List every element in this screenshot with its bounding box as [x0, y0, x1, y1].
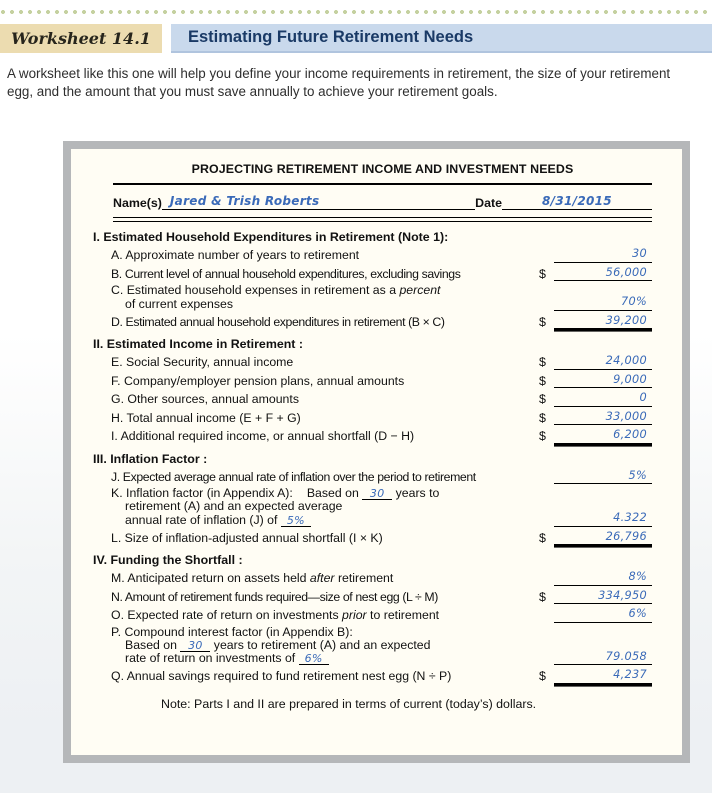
row-d-label: D. Estimated annual household expenditures in retirement (B × C) [111, 314, 445, 329]
row-p-rate-blank [299, 653, 329, 665]
row-k-line2: retirement (A) and an expected average [125, 499, 343, 514]
row-o-label-post: to retirement [366, 608, 440, 623]
date-value: 8/31/2015 [542, 194, 612, 208]
row-b-label: B. Current level of annual household expenditures, excluding savings [111, 266, 461, 281]
row-p-rate-value: 6% [304, 652, 323, 666]
row-b-dollar: $ [539, 266, 546, 281]
row-m [93, 570, 652, 586]
row-j-field [554, 469, 652, 485]
row-c-label-em: percent [399, 283, 441, 297]
worksheet-number-label: Worksheet 14.1 [0, 24, 162, 53]
intro-line-2: egg, and the amount that you must save annually to achieve your retirement goals. [7, 83, 498, 99]
row-n-dollar: $ [539, 589, 546, 604]
row-c-value: 70% [620, 295, 647, 309]
figure-title: Estimating Future Retirement Needs [171, 24, 712, 53]
row-e-label: E. Social Security, annual income [111, 355, 294, 370]
row-p-line3 [111, 652, 554, 665]
row-k-line1c: years to [392, 486, 440, 501]
name-label: Name(s) [113, 196, 162, 210]
row-q-value: 4,237 [613, 668, 647, 682]
row-c-label-pre: C. Estimated household expenses in retirement as a [111, 283, 400, 297]
row-n-value: 334,950 [598, 588, 647, 602]
row-m-value: 8% [628, 570, 647, 584]
row-o-value: 6% [628, 607, 647, 621]
row-m-label [93, 572, 554, 586]
row-q [93, 668, 652, 684]
row-o-label-em: prior [342, 608, 367, 623]
row-m-label-post: retirement [334, 571, 394, 586]
row-k-rate-blank [281, 515, 311, 527]
section-3 [93, 452, 652, 546]
row-e-dollar: $ [539, 355, 546, 370]
row-h-value: 33,000 [605, 409, 647, 423]
row-k-line3 [111, 514, 554, 527]
row-n-label: N. Amount of retirement funds required—size of nest egg (L ÷ M) [111, 589, 438, 604]
row-d-field [554, 314, 652, 330]
row-n-field [554, 589, 652, 605]
row-c-label-line2: of current expenses [125, 296, 234, 311]
row-p-years-value: 30 [188, 639, 203, 653]
section-1 [93, 230, 652, 329]
row-n [93, 589, 652, 605]
row-j-value: 5% [628, 468, 647, 482]
row-k-years-value: 30 [369, 487, 385, 501]
row-k-line1b: Based on [306, 486, 363, 501]
row-m-field [554, 570, 652, 586]
row-a-label: A. Approximate number of years to retirement [111, 248, 360, 262]
figure-header [0, 24, 712, 53]
row-f-field [554, 373, 652, 389]
row-g-value: 0 [639, 391, 647, 405]
row-j [93, 469, 652, 485]
row-h-label: H. Total annual income (E + F + G) [111, 410, 301, 425]
row-i-value: 6,200 [613, 428, 647, 442]
row-p-years-blank [180, 640, 210, 652]
section-4-heading: IV. Funding the Shortfall : [93, 553, 243, 568]
row-k-label [93, 487, 554, 527]
row-f-label: F. Company/employer pension plans, annual amounts [111, 373, 405, 388]
row-g-label: G. Other sources, annual amounts [111, 392, 299, 407]
row-i [93, 428, 652, 444]
row-o-label-pre: O. Expected rate of return on investments [111, 608, 343, 623]
row-f-dollar: $ [539, 373, 546, 388]
row-b-field [554, 266, 652, 282]
row-f [93, 373, 652, 389]
row-g-field [554, 391, 652, 407]
row-g-dollar: $ [539, 392, 546, 407]
row-e-field [554, 354, 652, 370]
row-l [93, 530, 652, 546]
row-o [93, 607, 652, 623]
name-value: Jared & Trish Roberts [169, 194, 320, 208]
name-field [162, 194, 475, 210]
row-p-line3a: rate of return on investments of [125, 651, 299, 666]
row-k-line1a: K. Inflation factor (in Appendix A): [111, 486, 293, 501]
row-q-dollar: $ [539, 669, 546, 684]
row-k-years-blank [362, 488, 392, 500]
row-h-dollar: $ [539, 410, 546, 425]
section-3-heading: III. Inflation Factor : [93, 451, 208, 466]
row-j-label: J. Expected average annual rate of inflation over the period to retirement [111, 469, 476, 484]
row-d [93, 314, 652, 330]
row-d-value: 39,200 [605, 313, 647, 327]
row-i-label: I. Additional required income, or annual shortfall (D − H) [111, 429, 415, 444]
worksheet-note: Note: Parts I and II are prepared in terms of current (today’s) dollars. [161, 696, 537, 711]
row-p-line2b: years to retirement (A) and an expected [210, 638, 431, 653]
row-d-dollar: $ [539, 314, 546, 329]
row-f-value: 9,000 [613, 372, 647, 386]
row-a-field [554, 247, 652, 263]
row-c-field [554, 295, 652, 311]
header-double-rule [113, 217, 652, 222]
row-h-field [554, 410, 652, 426]
row-b [93, 266, 652, 282]
row-l-value: 26,796 [605, 529, 647, 543]
row-k-rate-value: 5% [286, 513, 305, 527]
intro-paragraph [7, 65, 712, 100]
row-k-line3a: annual rate of inflation (J) of [125, 512, 281, 527]
row-l-field [554, 530, 652, 546]
row-p-line1: P. Compound interest factor (in Appendix B): [111, 624, 353, 639]
row-l-label: L. Size of inflation-adjusted annual shortfall (I × K) [111, 530, 383, 545]
row-a-value: 30 [632, 247, 647, 260]
row-q-field [554, 668, 652, 684]
section-2 [93, 337, 652, 444]
row-p-line2a: Based on [125, 638, 181, 653]
row-l-dollar: $ [539, 530, 546, 545]
worksheet-content [71, 149, 682, 711]
intro-line-1: A worksheet like this one will help you define your income requirements in retirement, the size of your retirement [7, 66, 671, 81]
row-p [93, 626, 652, 666]
row-m-label-em: after [309, 571, 335, 586]
row-b-value: 56,000 [605, 265, 647, 279]
row-k [93, 487, 652, 527]
title-rule [113, 183, 652, 185]
row-g [93, 391, 652, 407]
row-a [93, 247, 652, 263]
date-field [502, 194, 652, 210]
section-2-heading: II. Estimated Income in Retirement : [93, 337, 303, 352]
row-e-value: 24,000 [605, 354, 647, 368]
row-h [93, 410, 652, 426]
row-p-label [93, 626, 554, 666]
row-c-label [93, 284, 554, 311]
row-p-value: 79.058 [605, 649, 647, 663]
row-e [93, 354, 652, 370]
row-m-label-pre: M. Anticipated return on assets held [111, 571, 310, 586]
worksheet-box [63, 141, 690, 763]
row-k-field [554, 511, 652, 527]
row-k-value: 4.322 [613, 511, 647, 525]
date-label: Date [475, 196, 502, 210]
section-4 [93, 553, 652, 684]
row-c [93, 284, 652, 311]
row-q-label: Q. Annual savings required to fund retirement nest egg (N ÷ P) [111, 669, 452, 684]
form-title: PROJECTING RETIREMENT INCOME AND INVESTMENT NEEDS [191, 162, 574, 176]
row-p-field [554, 650, 652, 666]
row-i-field [554, 428, 652, 444]
dotted-border [0, 8, 712, 17]
name-date-row [113, 194, 652, 210]
section-1-heading: I. Estimated Household Expenditures in Retirement (Note 1): [93, 230, 449, 244]
row-o-label [93, 609, 554, 623]
row-o-field [554, 607, 652, 623]
row-i-dollar: $ [539, 429, 546, 444]
